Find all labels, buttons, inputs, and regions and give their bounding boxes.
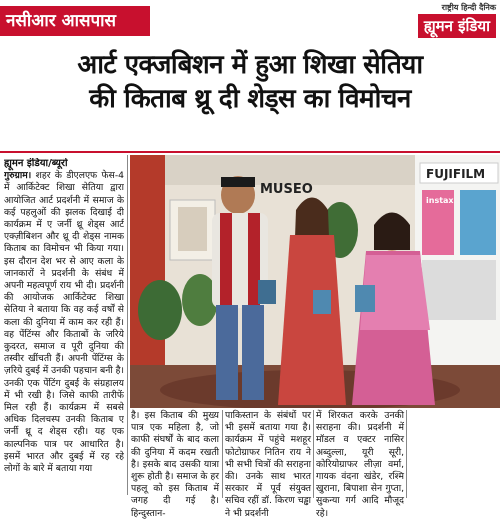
article-column-3-text: पाकिस्तान के संबंधों पर भी इसमें बताया गया है। कार्यक्रम में पहुंचे मशहूर फोटोग्राफर नितिन राय ने भी सभी चित्रों की सराहना की। उनके साथ भारत सरकार में पूर्व संयुक्त सचिव रहीं डॉ. किरण चड्ढा ने भी प्रदर्शनी: [225, 410, 311, 519]
article-column-2-text: है। इस किताब की मुख्य पात्र एक महिला है, जो काफी संघर्षों के बाद कला की दुनिया में कदम रखती है। इसके बाद उसकी यात्रा शुरू होती है। समाज के हर पहलू को इस किताब में जगह दी गई है। हिन्दुस्तान-: [131, 410, 219, 519]
column-divider: [127, 155, 128, 495]
section-tag: नसीआर आसपास: [0, 6, 150, 36]
column-divider: [222, 410, 223, 498]
headline-line-2: की किताब थ्रू दी शेड्स का विमोचन: [89, 84, 411, 114]
newspaper-top-bar: [0, 0, 500, 44]
masthead-brand: ह्यूमन इंडिया: [418, 14, 496, 38]
event-photo: [130, 155, 500, 408]
headline-line-1: आर्ट एक्जबिशन में हुआ शिखा सेतिया: [77, 50, 423, 80]
dateline: गुरुग्राम।: [4, 170, 32, 182]
article-left-text: शहर के डीएलएफ फेस-4 में आर्किटेक्ट शिखा सेतिया द्वारा आयोजित आर्ट प्रदर्शनी में समाज के कई पहलुओं की झलक दिखाई दी कार्यक्रम में ए जर्नी थ्रू शेड्स आर्ट एक्ज़ीबिशन और थ्रू दी शेड्स नामक किताब का विमोचन भी किया गया। इस दौरान देश भर से आए कला के जानकारों ने प्रदर्शनी के संबंध में अपनी महत्वपूर्ण राय भी दी। प्रदर्शनी की आयोजक आर्किटेक्ट शिखा सेतिया ने बताया कि वह कई वर्षों से कला की दुनिया में काम कर रही हैं। वह पेंटिंग्स और किताबों के जरिये कुदरत, समाज व पूरी दुनिया की तस्वीर खींचती हैं। अपनी पेंटिंग्स के ज़रिये दुबई में उनकी पहचान बनी है। उनकी एक पेंटिंग दुबई के संग्रहालय में भी रखी है। जिसे काफी तारीफें मिल रही हैं। कार्यक्रम में सबसे अधिक दिलचस्प उनकी किताब ए जर्नी थ्रू द शेड्स रही। यह एक काल्पनिक पात्र पर आधारित है। इसमें भारत और दुबई में रह रहे लोगों के बारे में बताया गया: [4, 170, 124, 475]
article-column-4: [316, 410, 404, 519]
article-column-5: [409, 410, 497, 500]
article-column-3: [225, 410, 311, 519]
masthead-tagline: राष्ट्रीय हिन्दी दैनिक: [441, 3, 496, 12]
masthead: [378, 2, 496, 42]
museo-sign: MUSEO: [260, 182, 313, 197]
article-left-column: [4, 158, 124, 498]
article-column-4-text: में शिरकत करके उनकी सराहना की। प्रदर्शनी में मॉडल व एक्टर नासिर अब्दुल्ला, यूरी सूरी, कोरियोग्राफर लीज़ा वर्मा, गायक वंदना खंडेर, रश्मि खुराना, बिपाशा सेन गुप्ता, सुकन्या गर्ग आदि मौजूद रहे।: [316, 410, 404, 519]
article-column-2: [131, 410, 219, 519]
column-divider: [313, 410, 314, 498]
fujifilm-sign: FUJIFILM: [426, 167, 486, 181]
byline: ह्यूमन इंडिया/ब्यूरो: [4, 158, 68, 169]
column-divider: [406, 410, 407, 498]
headline: [0, 48, 500, 116]
instax-label: instax: [426, 196, 454, 205]
event-photo-illustration: [130, 155, 500, 408]
headline-rule: [0, 151, 500, 153]
